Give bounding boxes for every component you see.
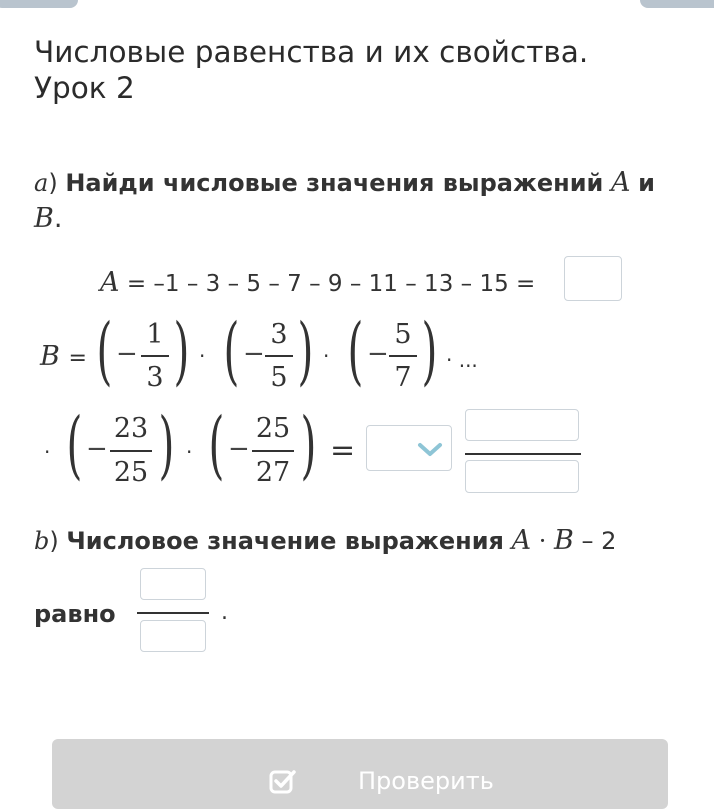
chevron-down-icon — [417, 442, 443, 458]
paren-open-5: ( — [208, 402, 225, 488]
frac2-num: 3 — [270, 319, 288, 350]
check-button[interactable] — [52, 739, 668, 809]
answer-a-input[interactable] — [564, 256, 622, 301]
paren-close-5: ) — [300, 402, 317, 488]
expr-b-var-a: A — [511, 525, 532, 556]
var-b: B — [34, 203, 54, 234]
dot-2: · — [323, 344, 330, 368]
minus-1: − — [116, 339, 138, 369]
minus-5: − — [228, 434, 250, 464]
minus-4: − — [86, 434, 108, 464]
answer-b-denominator-input[interactable] — [465, 460, 579, 493]
paren-close-2: ) — [297, 308, 314, 394]
paren-open-3: ( — [347, 308, 364, 394]
part-a-paren: ) — [48, 169, 58, 197]
expr-b-tail: – 2 — [581, 527, 617, 555]
part-b-period: . — [221, 600, 228, 625]
expr-b-dot: · — [538, 527, 547, 555]
part-b-label: b — [34, 527, 50, 555]
lesson-title — [34, 34, 588, 106]
answer-b-numerator-input[interactable] — [465, 409, 579, 441]
part-a-label: a — [34, 169, 49, 197]
frac5-num: 25 — [255, 413, 291, 444]
expr-b-eq: = — [68, 346, 87, 371]
top-tab-left[interactable] — [0, 0, 78, 8]
part-b-fraction-bar — [137, 612, 209, 614]
frac5-bar — [252, 450, 294, 452]
answer-b-fraction-bar — [465, 453, 581, 455]
frac3-num: 5 — [394, 319, 412, 350]
expr-a-rhs: = –1 – 3 – 5 – 7 – 9 – 11 – 13 – 15 = — [126, 271, 536, 297]
dot-3: · — [44, 440, 51, 464]
paren-open-1: ( — [96, 308, 113, 394]
frac1-bar — [141, 355, 169, 357]
equals-sign: = — [330, 433, 356, 468]
minus-2: − — [243, 339, 265, 369]
check-square-icon — [268, 767, 298, 797]
dot-4: · — [186, 440, 193, 464]
part-b-denominator-input[interactable] — [140, 620, 206, 652]
part-b-paren: ) — [49, 527, 59, 555]
var-a: A — [611, 167, 631, 198]
frac5-den: 27 — [255, 457, 291, 488]
expr-a-lhs: A — [100, 267, 120, 298]
frac3-bar — [389, 355, 417, 357]
and-word: и — [638, 169, 655, 197]
frac4-bar — [110, 450, 152, 452]
dot-1: · — [199, 344, 206, 368]
lesson-title-line2: Урок 2 — [34, 71, 135, 105]
check-button-label: Проверить — [358, 767, 494, 795]
frac4-den: 25 — [113, 457, 149, 488]
ravno-label: равно — [34, 600, 116, 628]
frac2-den: 5 — [270, 362, 288, 393]
question-b — [34, 524, 616, 558]
paren-open-2: ( — [223, 308, 240, 394]
paren-close-1: ) — [173, 308, 190, 394]
paren-close-4: ) — [158, 402, 175, 488]
question-a-line2 — [34, 202, 62, 236]
frac3-den: 7 — [394, 362, 412, 393]
paren-open-4: ( — [66, 402, 83, 488]
expression-a — [100, 266, 535, 301]
top-tab-right[interactable] — [640, 0, 714, 8]
expr-b-var-b: B — [554, 525, 574, 556]
paren-close-3: ) — [421, 308, 438, 394]
sign-select[interactable] — [366, 425, 452, 471]
question-a — [34, 166, 655, 200]
question-a-period: . — [53, 203, 63, 234]
question-b-text: Числовое значение выражения — [66, 527, 504, 555]
lesson-title-line1: Числовые равенства и их свойства. — [34, 35, 589, 69]
frac1-num: 1 — [146, 319, 164, 350]
part-b-numerator-input[interactable] — [140, 568, 206, 600]
question-a-text: Найди числовые значения выражений — [65, 169, 604, 197]
minus-3: − — [367, 339, 389, 369]
frac2-bar — [265, 355, 293, 357]
expr-b-lhs: B — [40, 341, 60, 372]
frac1-den: 3 — [146, 362, 164, 393]
ellipsis: · ... — [446, 348, 478, 372]
frac4-num: 23 — [113, 413, 149, 444]
expr-b-lhs-wrap — [40, 340, 87, 376]
